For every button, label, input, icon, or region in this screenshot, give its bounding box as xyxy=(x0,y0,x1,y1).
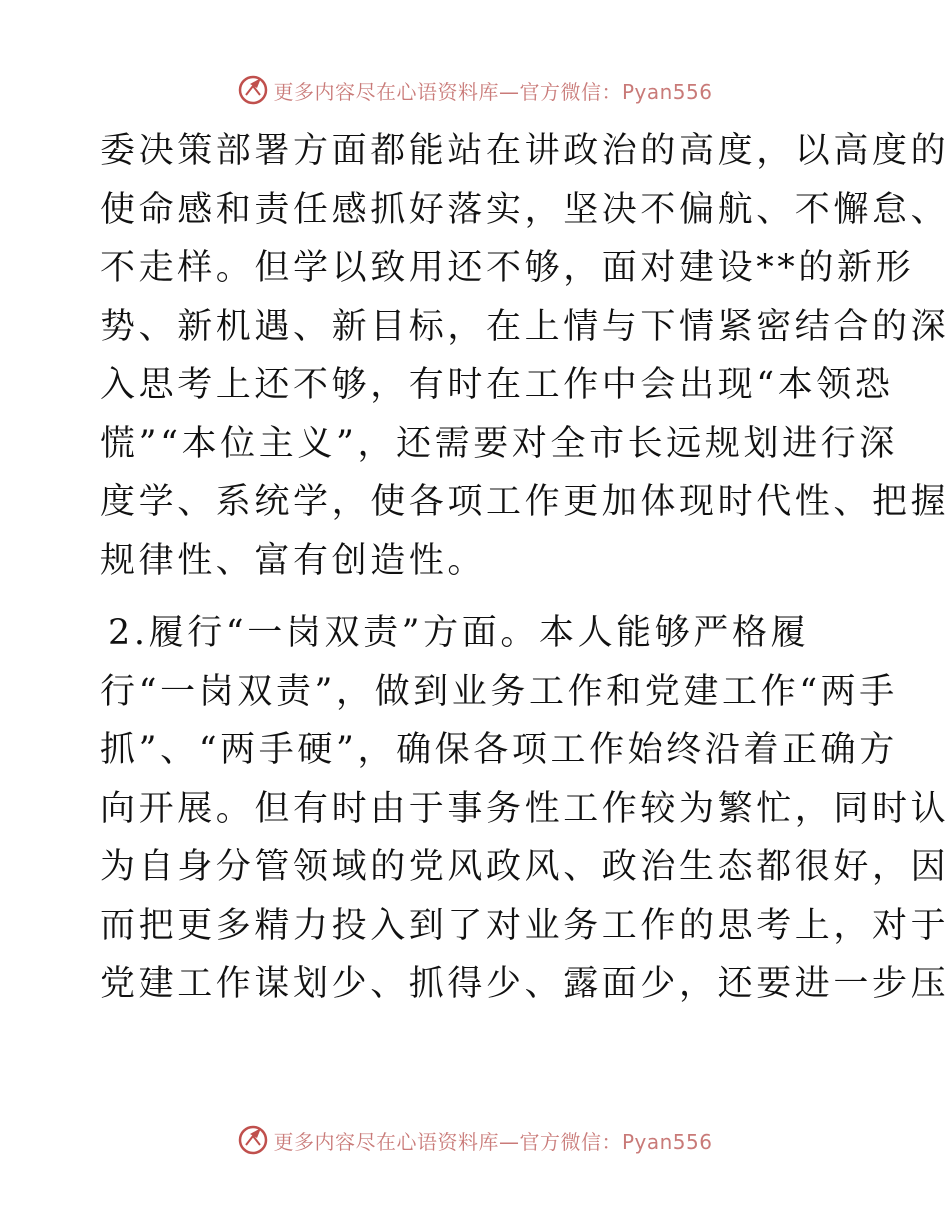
footer-banner-text: 更多内容尽在心语资料库—官方微信：Pyan556 xyxy=(273,1129,713,1154)
text-line: 度学、系统学，使各项工作更加体现时代性、把握 xyxy=(100,482,950,522)
text-line: 慌”“本位主义”，还需要对全市长远规划进行深 xyxy=(100,423,898,464)
text-line: 入思考上还不够，有时在工作中会出现“本领恐 xyxy=(100,365,894,405)
text-line: 规律性、富有创造性。 xyxy=(100,540,487,581)
header-banner xyxy=(0,70,950,110)
text-line: 势、新机遇、新目标，在上情与下情紧密结合的深 xyxy=(100,306,950,347)
text-line: 使命感和责任感抓好落实，坚决不偏航、不懈怠、 xyxy=(100,189,950,230)
footer-banner xyxy=(0,1120,950,1160)
paragraph-2 xyxy=(100,604,950,1014)
text-line: 向开展。但有时由于事务性工作较为繁忙，同时认 xyxy=(100,788,950,829)
paragraph-1 xyxy=(100,122,950,590)
header-banner-text: 更多内容尽在心语资料库—官方微信：Pyan556 xyxy=(273,79,713,104)
section-heading-line: 2.履行“一岗双责”方面。本人能够严格履 xyxy=(108,613,810,653)
book-quill-logo-icon xyxy=(237,74,269,106)
text-line: 而把更多精力投入到了对业务工作的思考上，对于 xyxy=(100,905,950,946)
text-line: 不走样。但学以致用还不够，面对建设**的新形 xyxy=(100,248,915,288)
document-body xyxy=(100,122,950,1014)
text-line: 行“一岗双责”，做到业务工作和党建工作“两手 xyxy=(100,671,898,712)
text-line: 为自身分管领域的党风政风、政治生态都很好，因 xyxy=(100,847,950,887)
text-line: 党建工作谋划少、抓得少、露面少，还要进一步压 xyxy=(100,964,950,1004)
text-line: 抓”、“两手硬”，确保各项工作始终沿着正确方 xyxy=(100,730,898,770)
paragraph-gap xyxy=(100,590,860,604)
text-line: 委决策部署方面都能站在讲政治的高度，以高度的 xyxy=(100,131,950,171)
book-quill-logo-icon xyxy=(237,1124,269,1156)
